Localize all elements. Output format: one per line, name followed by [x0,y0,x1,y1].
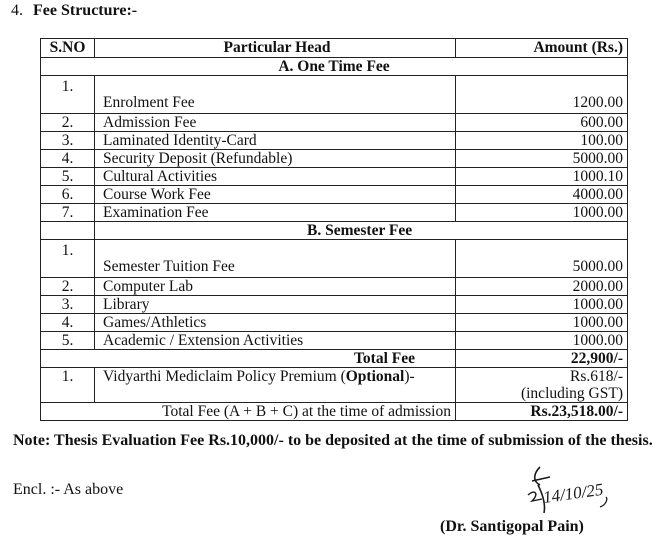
section-a-title: A. One Time Fee [41,58,628,76]
cell-sno: 2. [41,114,95,132]
total-fee-amount: 22,900/- [456,350,628,368]
section-b-body [41,240,628,350]
cell-sno: 4. [41,150,95,168]
table-row [41,76,628,114]
cell-sno: 2. [41,278,95,296]
header-amount: Amount (Rs.) [456,39,628,58]
section-b-blank [41,222,95,240]
header-sno: S.NO [41,39,95,58]
cell-amount: 4000.00 [456,186,628,204]
table-row [41,204,628,222]
table-row [41,296,628,314]
enclosure-text: Encl. :- As above [13,481,124,498]
section-b-row [41,222,628,240]
cell-sno: 3. [41,296,95,314]
cell-head: Enrolment Fee [95,76,456,114]
cell-sno: 4. [41,314,95,332]
section-number: 4. [11,2,23,19]
mediclaim-head-prefix: Vidyarthi Mediclaim Policy Premium ( [103,368,346,385]
mediclaim-amount-line2: (including GST) [520,385,623,402]
cell-amount: 100.00 [456,132,628,150]
mediclaim-head-optional: Optional [345,368,405,385]
cell-sno: 1. [41,240,95,278]
cell-sno: 1. [41,76,95,114]
cell-amount: 1200.00 [456,76,628,114]
table-row [41,332,628,350]
cell-head: Library [95,296,456,314]
cell-amount: 5000.00 [456,240,628,278]
cell-amount: 1000.10 [456,168,628,186]
table-row [41,132,628,150]
table-row [41,114,628,132]
cell-head: Computer Lab [95,278,456,296]
signature-date: 14/10/25 [541,479,605,507]
table-row [41,314,628,332]
table-row [41,240,628,278]
cell-head: Laminated Identity-Card [95,132,456,150]
section-b-title: B. Semester Fee [95,222,628,240]
handwritten-signature [488,463,618,519]
cell-amount: 600.00 [456,114,628,132]
grand-total-amount: Rs.23,518.00/- [456,403,628,421]
cell-head: Cultural Activities [95,168,456,186]
section-a-body [41,76,628,222]
signatory-name: (Dr. Santigopal Pain) [440,518,584,535]
cell-head: Security Deposit (Refundable) [95,150,456,168]
cell-sno: 6. [41,186,95,204]
cell-sno: 5. [41,168,95,186]
cell-sno: 5. [41,332,95,350]
mediclaim-amount-line1: Rs.618/- [570,368,623,385]
cell-amount: 2000.00 [456,278,628,296]
grand-total-row [41,403,628,421]
cell-sno: 7. [41,204,95,222]
mediclaim-sno: 1. [41,368,95,403]
cell-amount: 1000.00 [456,332,628,350]
table-header-row [41,39,628,58]
mediclaim-head [95,368,456,403]
cell-amount: 1000.00 [456,204,628,222]
section-heading [11,2,137,20]
cell-head: Examination Fee [95,204,456,222]
cell-sno: 3. [41,132,95,150]
table-row [41,168,628,186]
note-text: Note: Thesis Evaluation Fee Rs.10,000/- to be deposited at the time of submission of the thesis. [13,432,653,449]
cell-head: Course Work Fee [95,186,456,204]
cell-amount: 1000.00 [456,296,628,314]
section-a-row [41,58,628,76]
cell-head: Admission Fee [95,114,456,132]
cell-amount: 5000.00 [456,150,628,168]
fee-structure-table [40,38,628,421]
table-row [41,150,628,168]
table-row [41,186,628,204]
cell-head: Games/Athletics [95,314,456,332]
table-row [41,278,628,296]
mediclaim-head-suffix: )- [404,368,415,385]
total-fee-row [41,350,628,368]
grand-total-label: Total Fee (A + B + C) at the time of admission [41,403,456,421]
total-fee-label: Total Fee [41,350,456,368]
mediclaim-amount [456,368,628,403]
mediclaim-row [41,368,628,403]
cell-amount: 1000.00 [456,314,628,332]
cell-head: Semester Tuition Fee [95,240,456,278]
section-title: Fee Structure:- [33,2,138,19]
cell-head: Academic / Extension Activities [95,332,456,350]
header-particular-head: Particular Head [95,39,456,58]
